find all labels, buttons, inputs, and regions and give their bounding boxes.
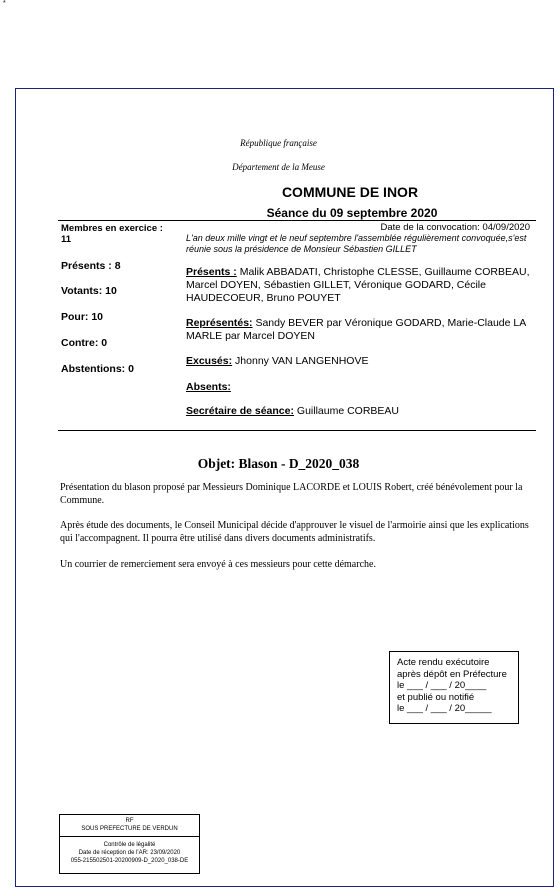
stamp-controle: Contrôle de légalité: [103, 842, 156, 848]
presents-names: Malik ABBADATI, Christophe CLESSE, Guillaume CORBEAU, Marcel DOYEN, Sébastien GILLET, Véronique GODARD, Cécile HAUDECOEUR, Bruno POUYET: [186, 266, 530, 304]
excused-label: Excusés:: [186, 355, 233, 367]
represented-section: [186, 317, 531, 343]
legality-stamp: [59, 814, 200, 874]
absent-section: [186, 381, 531, 394]
stamp-header: [60, 815, 199, 837]
members-block: [61, 223, 163, 245]
commune-title: COMMUNE DE INOR: [281, 184, 419, 200]
stamp-date-reception: Date de réception de l'AR: 23/09/2020: [78, 850, 181, 856]
stamp-reference: 055-215502501-20200909-D_2020_038-DE: [70, 858, 189, 864]
top-divider: [58, 220, 536, 221]
convocation-date: Date de la convocation: 04/09/2020: [380, 222, 530, 233]
excused-names: Jhonny VAN LANGENHOVE: [235, 355, 369, 367]
exec-line-1: Acte rendu exécutoire: [397, 657, 490, 668]
secretary-label: Secrétaire de séance:: [186, 405, 294, 417]
members-label: Membres en exercice :: [61, 223, 163, 234]
members-value: 11: [61, 234, 72, 245]
exec-line-4: et publié ou notifié: [397, 691, 475, 703]
body-paragraph-1: Présentation du blason proposé par Messieurs Dominique LACORDE et LOUIS Robert, créé bénévolement pour la Commune.: [60, 482, 523, 506]
body-paragraph-3: Un courrier de remerciement sera envoyé à ces messieurs pour cette démarche.: [60, 559, 376, 570]
secretary-section: [186, 405, 531, 418]
abstentions-count: Abstentions: 0: [61, 363, 134, 375]
stamp-details: [60, 837, 199, 865]
votants-count: Votants: 10: [61, 285, 117, 297]
presents-count: Présents : 8: [61, 260, 121, 272]
represented-label: Représentés:: [186, 317, 253, 329]
exec-line-3: le ___ / ___ / 20____: [397, 680, 487, 691]
bottom-divider: [58, 430, 536, 431]
contre-count: Contre: 0: [61, 337, 108, 349]
executory-box: [389, 651, 519, 724]
represented-names: Sandy BEVER par Véronique GODARD, Marie-Claude LA MARLE par Marcel DOYEN: [186, 317, 526, 342]
exec-line-2: après dépôt en Préfecture: [397, 668, 507, 680]
session-date: Séance du 09 septembre 2020: [266, 206, 438, 220]
stamp-prefecture: SOUS PREFECTURE DE VERDUN: [81, 826, 178, 832]
preamble: L'an deux mille vingt et le neuf septembre l'assemblée régulièrement convoquée,s'est réunie sous la présidence de Monsieur Sébastien GILLET: [186, 233, 527, 254]
department-heading: Département de la Meuse: [232, 162, 325, 172]
objet-heading: Objet: Blason - D_2020_038: [197, 456, 360, 471]
republic-heading: République française: [240, 138, 317, 148]
corner-mark: *: [3, 0, 6, 7]
excused-section: [186, 355, 531, 368]
presents-section: [186, 266, 531, 305]
secretary-name: Guillaume CORBEAU: [296, 405, 400, 417]
pour-count: Pour: 10: [61, 311, 104, 323]
body-paragraph-2: Après étude des documents, le Conseil Municipal décide d'approuver le visuel de l'armoirie ainsi que les explications qui l'accompagnent. Il pourra être utilisé dans divers documents administratifs.: [60, 520, 529, 544]
exec-line-5: le ___ / ___ / 20_____: [397, 703, 492, 714]
absent-label: Absents:: [186, 381, 231, 393]
presents-label: Présents :: [186, 266, 237, 278]
stamp-rf: RF: [125, 818, 134, 824]
